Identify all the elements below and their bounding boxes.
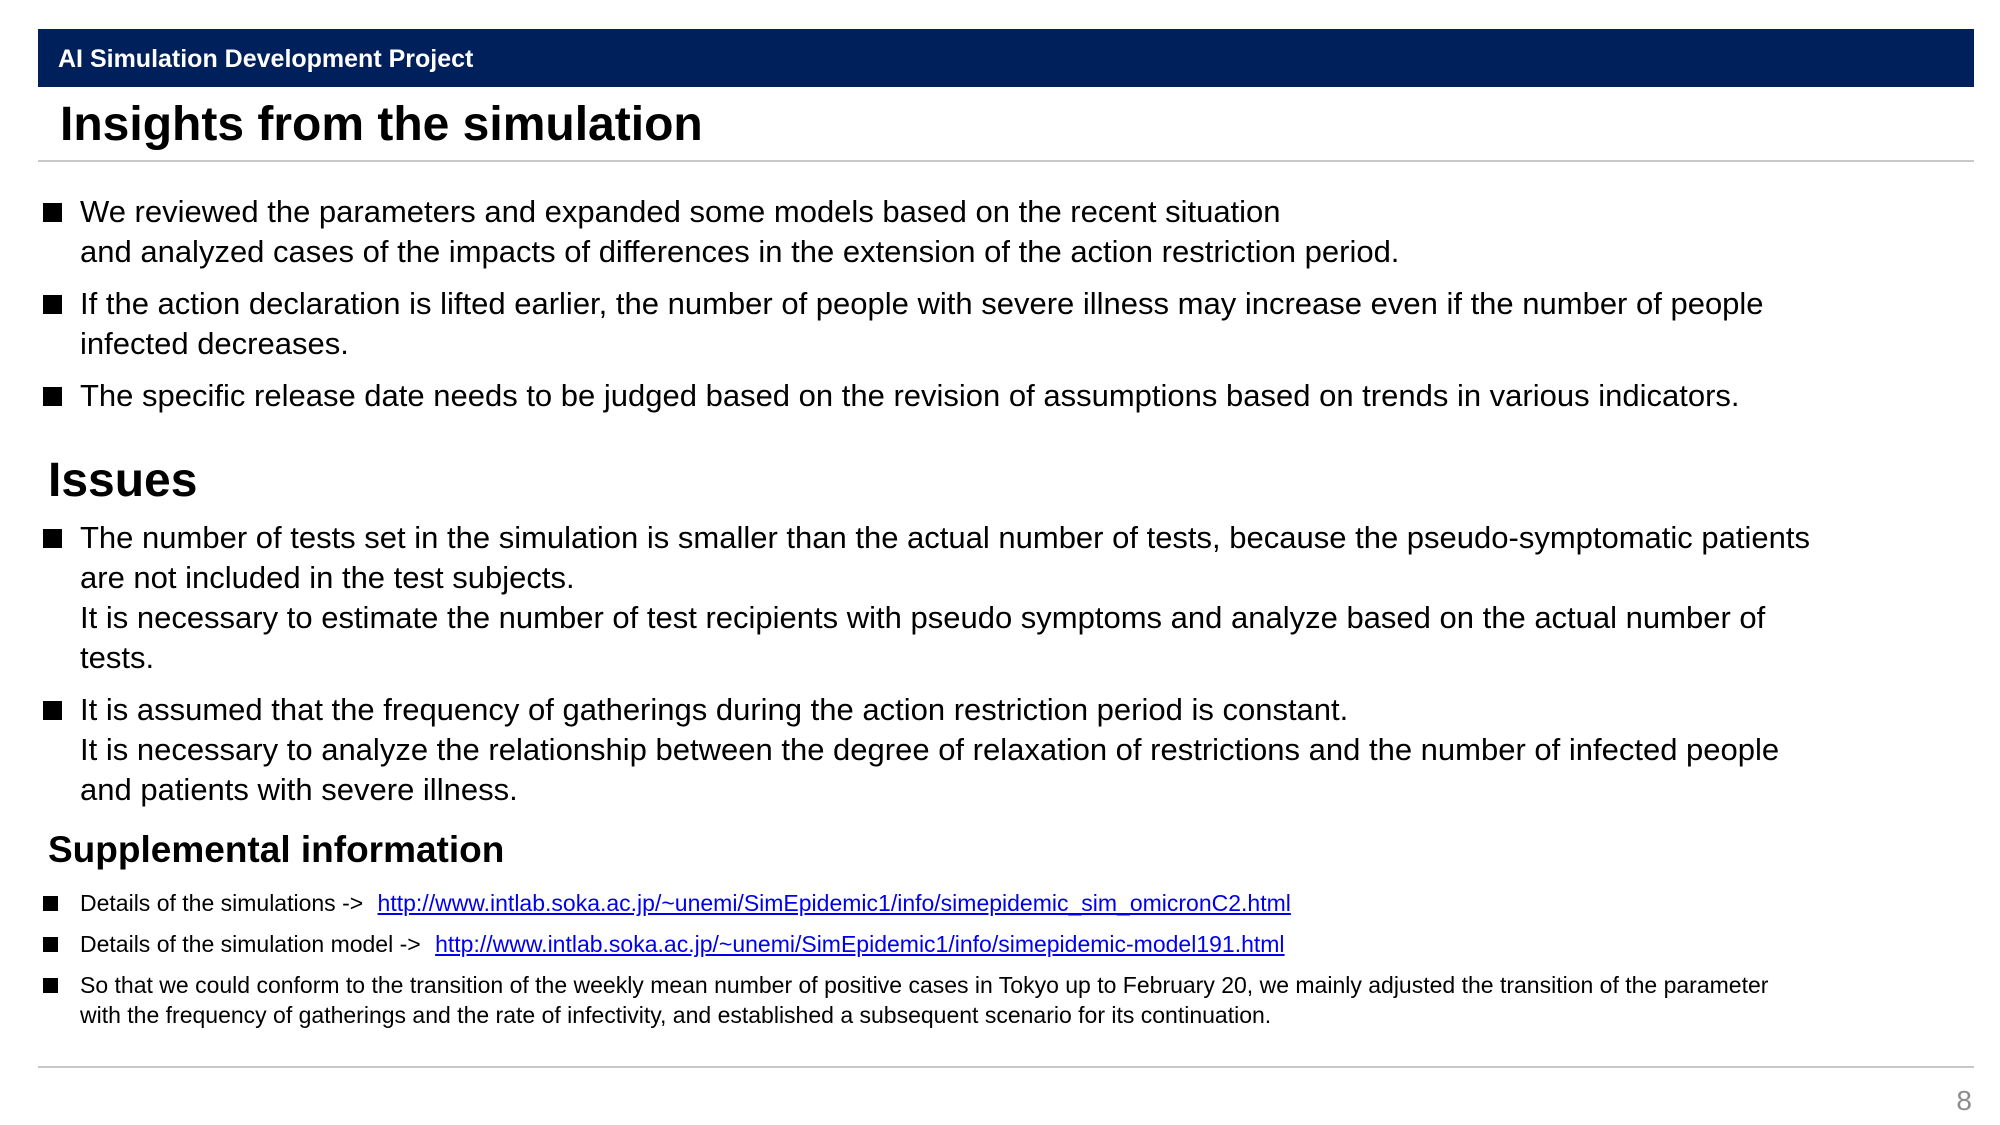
list-item-text: It is necessary to analyze the relationship between the degree of relaxation of restrictions and the number of infected people [80,732,1780,767]
list-item-text: It is assumed that the frequency of gatherings during the action restriction period is constant. [80,692,1349,727]
project-name: AI Simulation Development Project [58,45,474,73]
list-item-text: and analyzed cases of the impacts of differences in the extension of the action restriction period. [80,234,1400,269]
list-item [38,376,1958,416]
list-item-text: The specific release date needs to be judged based on the revision of assumptions based on trends in various indicators. [80,378,1740,413]
square-bullet-icon [43,978,58,993]
list-item [38,518,1958,678]
square-bullet-icon [43,529,62,548]
simulations-details-link[interactable]: http://www.intlab.soka.ac.jp/~unemi/SimEpidemic1/info/simepidemic_sim_omicronC2.html [377,890,1291,916]
list-item-text: are not included in the test subjects. [80,560,575,595]
list-item-text: So that we could conform to the transition of the weekly mean number of positive cases in Tokyo up to February 20, we mainly adjusted the transition of the parameter [80,972,1769,998]
issues-heading: Issues [48,454,198,507]
insights-list [38,192,1958,428]
list-item-text: The number of tests set in the simulation is smaller than the actual number of tests, because the pseudo-symptomatic patients [80,520,1810,555]
list-item-text: Details of the simulations -> [80,890,370,916]
list-item [38,888,1958,918]
list-item-text: We reviewed the parameters and expanded some models based on the recent situation [80,194,1281,229]
page-title: Insights from the simulation [60,98,703,151]
list-item [38,690,1958,810]
square-bullet-icon [43,203,62,222]
issues-list [38,518,1958,822]
footer-divider [38,1066,1974,1068]
square-bullet-icon [43,295,62,314]
list-item-text: tests. [80,640,155,675]
list-item-text: with the frequency of gatherings and the rate of infectivity, and established a subsequent scenario for its continuation. [80,1002,1272,1028]
page-number: 8 [1956,1085,1972,1116]
list-item-text: It is necessary to estimate the number of test recipients with pseudo symptoms and analyze based on the actual number of [80,600,1766,635]
list-item [38,284,1958,364]
list-item [38,192,1958,272]
square-bullet-icon [43,937,58,952]
supplemental-heading: Supplemental information [48,829,505,870]
list-item [38,929,1958,959]
supplemental-list [38,888,1958,1041]
header-bar [38,29,1974,87]
square-bullet-icon [43,896,58,911]
list-item-text: infected decreases. [80,326,349,361]
square-bullet-icon [43,387,62,406]
list-item-text: Details of the simulation model -> [80,931,428,957]
square-bullet-icon [43,701,62,720]
list-item-text: and patients with severe illness. [80,772,518,807]
list-item-text: If the action declaration is lifted earlier, the number of people with severe illness may increase even if the number of people [80,286,1764,321]
simulation-model-link[interactable]: http://www.intlab.soka.ac.jp/~unemi/SimEpidemic1/info/simepidemic-model191.html [435,931,1285,957]
title-divider [38,160,1974,162]
list-item [38,970,1958,1030]
